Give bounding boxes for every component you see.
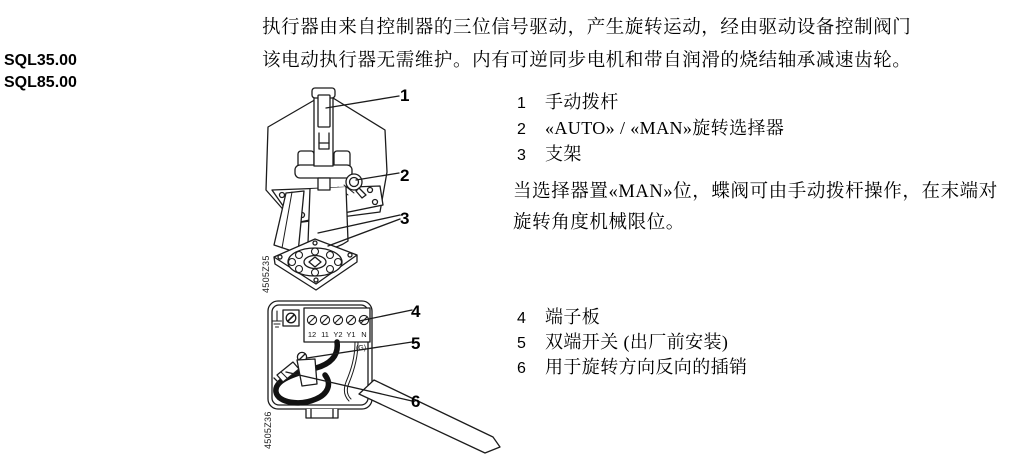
legend-item-3 <box>517 140 784 166</box>
legend-num-2: 2 <box>517 121 526 138</box>
ground-terminal <box>273 310 300 327</box>
terminal-label-g: (G) <box>355 345 367 352</box>
intro-line-2: 该电动执行器无需维护。内有可逆同步电机和带自润滑的烧结轴承减速齿轮。 <box>262 51 912 71</box>
legend-num-1: 1 <box>517 95 526 112</box>
figure2-callout-6: 6 <box>411 392 421 411</box>
product-models <box>4 50 77 94</box>
terminal-label-y1: Y1 <box>346 330 356 339</box>
figure1-callout-2: 2 <box>400 166 410 185</box>
terminal-label-12: 12 <box>307 330 317 339</box>
legend-num-5: 5 <box>517 335 526 352</box>
figure2-drawing-id: 4505Z36 <box>263 411 273 449</box>
figure2-callout-5: 5 <box>411 334 421 353</box>
legend-label-2: «AUTO» / «MAN»旋转选择器 <box>545 118 785 138</box>
legend-item-6 <box>517 353 747 378</box>
intro-line-1: 执行器由来自控制器的三位信号驱动，产生旋转运动，经由驱动设备控制阀门 <box>262 18 912 38</box>
legend-item-2 <box>517 114 784 140</box>
figure1-actuator-drawing <box>258 85 418 298</box>
legend-label-6: 用于旋转方向反向的插销 <box>545 357 748 377</box>
legend-num-6: 6 <box>517 360 526 377</box>
legend-label-1: 手动拨杆 <box>545 92 619 112</box>
legend-item-1 <box>517 88 784 114</box>
man-note-line-1: 当选择器置«MAN»位，蝶阀可由手动拨杆操作，在末端对 <box>513 182 998 202</box>
terminal-label-n: N <box>361 330 367 339</box>
model-sql85: SQL85.00 <box>4 74 77 91</box>
legend-item-5 <box>517 328 747 353</box>
terminal-label-11: 11 <box>321 330 329 339</box>
figure2-callout-4: 4 <box>411 302 421 321</box>
legend-label-5: 双端开关 (出厂前安装) <box>545 332 729 352</box>
legend-label-3: 支架 <box>545 144 582 164</box>
figure1-drawing-id: 4505Z35 <box>261 255 271 293</box>
legend-item-4 <box>517 303 747 328</box>
figure2-legend <box>517 303 747 378</box>
legend-label-4: 端子板 <box>545 307 601 327</box>
figure1-callout-3: 3 <box>400 209 410 228</box>
figure2-terminal-drawing <box>260 298 505 454</box>
figure1-legend <box>517 88 784 166</box>
model-sql35: SQL35.00 <box>4 52 77 69</box>
legend-num-4: 4 <box>517 310 526 327</box>
man-note-line-2: 旋转角度机械限位。 <box>513 213 685 233</box>
figure1-callout-1: 1 <box>400 86 410 105</box>
manual-lever <box>312 88 335 166</box>
ribbon-band <box>359 380 500 453</box>
legend-num-3: 3 <box>517 147 526 164</box>
terminal-label-y2: Y2 <box>333 330 343 339</box>
